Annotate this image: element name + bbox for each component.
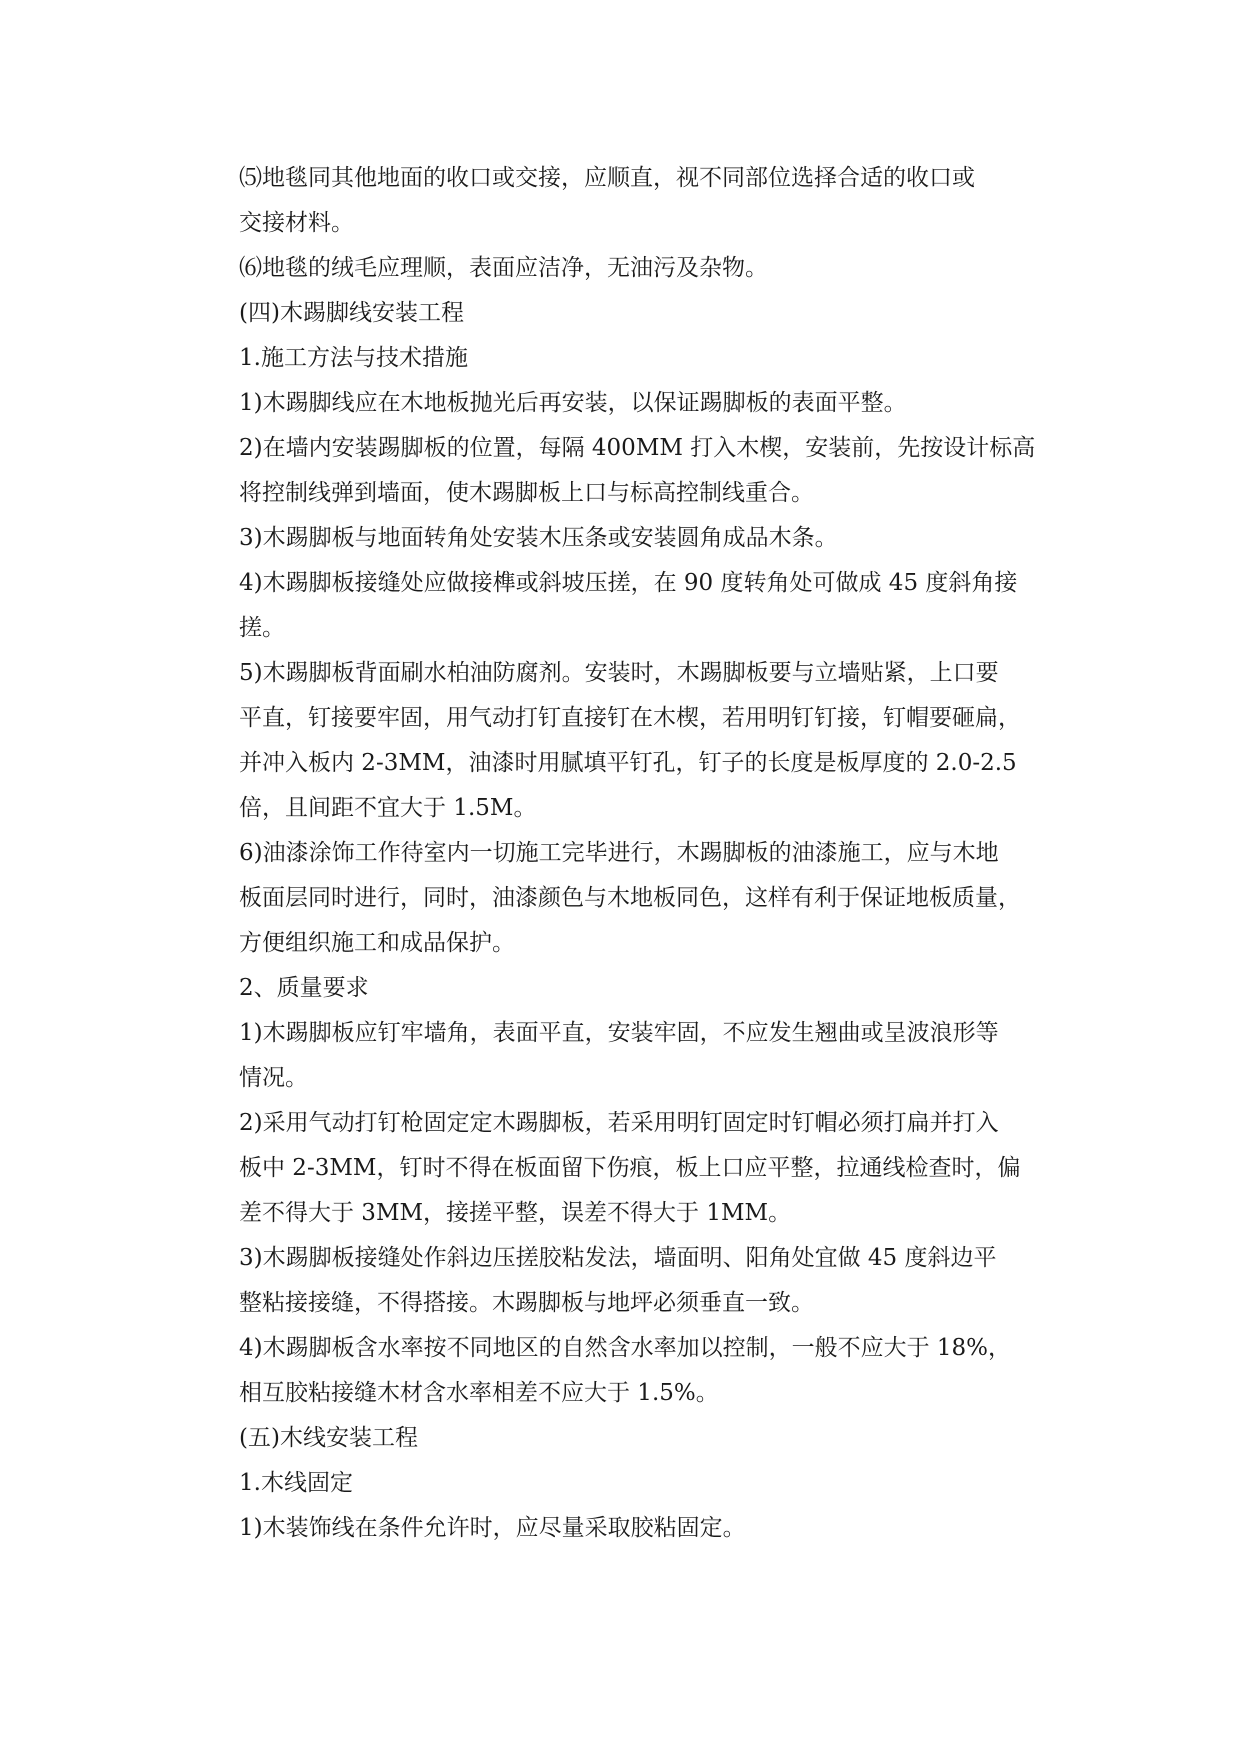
text-line: 平直，钉接要牢固，用气动打钉直接钉在木楔，若用明钉钉接，钉帽要砸扁， xyxy=(239,705,1021,731)
paragraph xyxy=(239,1236,1049,1326)
paragraph xyxy=(239,651,1049,831)
text-line: 交接材料。 xyxy=(239,210,354,236)
text-line: 搓。 xyxy=(239,615,285,641)
paragraph xyxy=(239,426,1049,516)
subsection-heading xyxy=(239,966,1049,1011)
text-line: 2)在墙内安装踢脚板的位置，每隔 400MM 打入木楔，安装前，先按设计标高 xyxy=(239,435,1036,461)
text-line: 6)油漆涂饰工作待室内一切施工完毕进行，木踢脚板的油漆施工，应与木地 xyxy=(239,840,999,866)
text-line: 并冲入板内 2-3MM，油漆时用腻填平钉孔，钉子的长度是板厚度的 2.0-2.5 xyxy=(239,750,1017,776)
paragraph xyxy=(239,561,1049,651)
text-line: (四)木踢脚线安装工程 xyxy=(239,300,464,326)
text-line: 整粘接接缝，不得搭接。木踢脚板与地坪必须垂直一致。 xyxy=(239,1290,814,1316)
text-line: (五)木线安装工程 xyxy=(239,1425,418,1451)
text-line: 板面层同时进行，同时，油漆颜色与木地板同色，这样有利于保证地板质量， xyxy=(239,885,1021,911)
text-line: 1)木踢脚线应在木地板抛光后再安装，以保证踢脚板的表面平整。 xyxy=(239,390,907,416)
text-line: 倍，且间距不宜大于 1.5M。 xyxy=(239,795,537,821)
text-line: 将控制线弹到墙面，使木踢脚板上口与标高控制线重合。 xyxy=(239,480,814,506)
paragraph xyxy=(239,516,1049,561)
text-line: 板中 2-3MM，钉时不得在板面留下伤痕，板上口应平整，拉通线检查时，偏 xyxy=(239,1155,1021,1181)
document-page xyxy=(239,156,1049,1551)
text-line: 1.木线固定 xyxy=(239,1470,353,1496)
section-heading xyxy=(239,291,1049,336)
text-line: 2、质量要求 xyxy=(239,975,369,1001)
paragraph xyxy=(239,831,1049,966)
text-line: 1.施工方法与技术措施 xyxy=(239,345,468,371)
text-line: 相互胶粘接缝木材含水率相差不应大于 1.5%。 xyxy=(239,1380,719,1406)
text-line: 2)采用气动打钉枪固定定木踢脚板，若采用明钉固定时钉帽必须打扁并打入 xyxy=(239,1110,999,1136)
paragraph xyxy=(239,381,1049,426)
paragraph xyxy=(239,1101,1049,1236)
text-line: 5)木踢脚板背面刷水柏油防腐剂。安装时，木踢脚板要与立墙贴紧，上口要 xyxy=(239,660,999,686)
text-line: ⑸地毯同其他地面的收口或交接，应顺直，视不同部位选择合适的收口或 xyxy=(239,165,975,191)
text-line: 1)木踢脚板应钉牢墙角，表面平直，安装牢固，不应发生翘曲或呈波浪形等 xyxy=(239,1020,999,1046)
paragraph xyxy=(239,1011,1049,1101)
paragraph xyxy=(239,156,1049,246)
text-line: 1)木装饰线在条件允许时，应尽量采取胶粘固定。 xyxy=(239,1515,746,1541)
text-line: 3)木踢脚板与地面转角处安装木压条或安装圆角成品木条。 xyxy=(239,525,838,551)
text-line: 方便组织施工和成品保护。 xyxy=(239,930,515,956)
text-line: 差不得大于 3MM，接搓平整，误差不得大于 1MM。 xyxy=(239,1200,792,1226)
paragraph xyxy=(239,1506,1049,1551)
text-line: 4)木踢脚板接缝处应做接榫或斜坡压搓，在 90 度转角处可做成 45 度斜角接 xyxy=(239,570,1018,596)
section-heading xyxy=(239,1416,1049,1461)
text-line: ⑹地毯的绒毛应理顺，表面应洁净，无油污及杂物。 xyxy=(239,255,768,281)
text-line: 4)木踢脚板含水率按不同地区的自然含水率加以控制，一般不应大于 18%， xyxy=(239,1335,1012,1361)
text-line: 情况。 xyxy=(239,1065,308,1091)
subsection-heading xyxy=(239,336,1049,381)
text-line: 3)木踢脚板接缝处作斜边压搓胶粘发法，墙面明、阳角处宜做 45 度斜边平 xyxy=(239,1245,997,1271)
subsection-heading xyxy=(239,1461,1049,1506)
paragraph xyxy=(239,1326,1049,1416)
paragraph xyxy=(239,246,1049,291)
